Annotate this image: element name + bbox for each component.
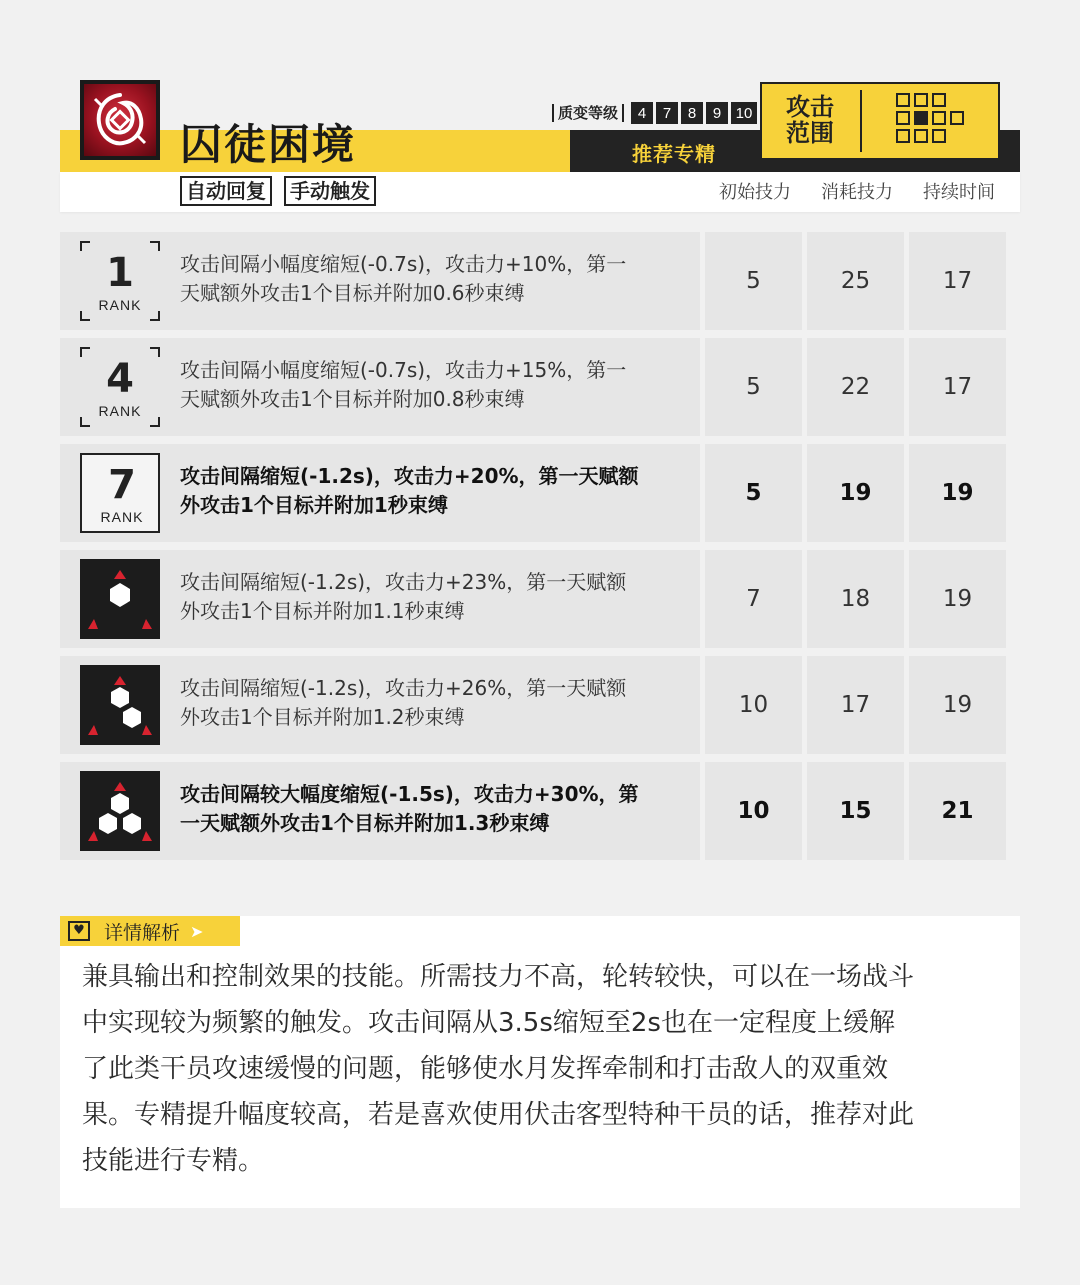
table-row bbox=[60, 232, 1020, 330]
initial-sp-value: 5 bbox=[705, 338, 802, 436]
operator-position-icon bbox=[914, 111, 928, 125]
analysis-text bbox=[82, 954, 1012, 1184]
mastery-1-icon bbox=[80, 559, 160, 639]
analysis-line: 技能进行专精。 bbox=[82, 1146, 265, 1176]
analysis-line: 兼具输出和控制效果的技能。所需技力不高，轮转较快，可以在一场战斗 bbox=[82, 962, 915, 992]
heart-icon: ♥ bbox=[68, 921, 90, 941]
skill-description: 攻击间隔小幅度缩短(-0.7s)，攻击力+15%，第一 天赋额外攻击1个目标并附加0.8秒束缚 bbox=[180, 358, 627, 411]
rank-number: 7 bbox=[108, 462, 136, 508]
analysis-tag bbox=[60, 916, 240, 946]
attack-range-panel bbox=[760, 82, 1000, 160]
column-duration: 持续时间 bbox=[923, 182, 995, 203]
level-box: 7 bbox=[656, 102, 678, 124]
duration-value: 21 bbox=[909, 762, 1006, 860]
initial-sp-value: 5 bbox=[705, 444, 802, 542]
analysis-line: 果。专精提升幅度较高，若是喜欢使用伏击客型特种干员的话，推荐对此 bbox=[82, 1100, 915, 1130]
rank-number: 1 bbox=[106, 250, 134, 296]
arrow-right-icon: ➤ bbox=[190, 921, 204, 941]
sp-cost-value: 22 bbox=[807, 338, 904, 436]
mastery-2-icon bbox=[80, 665, 160, 745]
sp-cost-value: 19 bbox=[807, 444, 904, 542]
column-sp-cost: 消耗技力 bbox=[821, 182, 893, 203]
skill-description: 攻击间隔缩短(-1.2s)，攻击力+23%，第一天赋额 外攻击1个目标并附加1.1秒束缚 bbox=[180, 570, 627, 623]
rank-number: 4 bbox=[106, 356, 134, 402]
level-label: 质变等级 bbox=[552, 104, 624, 122]
duration-value: 17 bbox=[909, 338, 1006, 436]
skill-level-table bbox=[60, 232, 1020, 868]
initial-sp-value: 5 bbox=[705, 232, 802, 330]
level-box: 10 bbox=[731, 102, 757, 124]
rank-badge bbox=[80, 241, 160, 321]
initial-sp-value: 10 bbox=[705, 762, 802, 860]
skill-description: 攻击间隔小幅度缩短(-0.7s)，攻击力+10%，第一 天赋额外攻击1个目标并附加0.6秒束缚 bbox=[180, 252, 627, 305]
mastery-3-icon bbox=[80, 771, 160, 851]
skill-icon bbox=[80, 80, 160, 160]
range-title-line2: 范围 bbox=[786, 119, 834, 147]
rank-badge bbox=[80, 347, 160, 427]
table-row bbox=[60, 762, 1020, 860]
range-divider bbox=[860, 90, 862, 152]
skill-header bbox=[60, 80, 1020, 212]
analysis-line: 了此类干员攻速缓慢的问题，能够使水月发挥牵制和打击敌人的双重效 bbox=[82, 1054, 889, 1084]
sp-cost-value: 18 bbox=[807, 550, 904, 648]
mastery-level-indicator bbox=[552, 102, 757, 124]
skill-description: 攻击间隔缩短(-1.2s)，攻击力+26%，第一天赋额 外攻击1个目标并附加1.2秒束缚 bbox=[180, 676, 627, 729]
sp-cost-value: 25 bbox=[807, 232, 904, 330]
skill-description: 攻击间隔较大幅度缩短(-1.5s)，攻击力+30%，第 一天赋额外攻击1个目标并附加1.3秒束缚 bbox=[180, 782, 639, 835]
initial-sp-value: 10 bbox=[705, 656, 802, 754]
tag-trigger: 手动触发 bbox=[284, 176, 376, 206]
rank-label: RANK bbox=[98, 403, 142, 419]
analysis-panel bbox=[60, 916, 1020, 1208]
column-headers bbox=[704, 178, 1010, 204]
range-title bbox=[780, 94, 840, 146]
duration-value: 19 bbox=[909, 550, 1006, 648]
duration-value: 17 bbox=[909, 232, 1006, 330]
rank-badge bbox=[80, 453, 160, 533]
recommend-mastery-label: 推荐专精 bbox=[632, 142, 716, 166]
sp-cost-value: 15 bbox=[807, 762, 904, 860]
duration-value: 19 bbox=[909, 656, 1006, 754]
level-box: 8 bbox=[681, 102, 703, 124]
range-title-line1: 攻击 bbox=[786, 93, 834, 121]
duration-value: 19 bbox=[909, 444, 1006, 542]
table-row bbox=[60, 338, 1020, 436]
table-row bbox=[60, 656, 1020, 754]
analysis-label: 详情解析 bbox=[104, 921, 181, 944]
analysis-line: 中实现较为频繁的触发。攻击间隔从3.5s缩短至2s也在一定程度上缓解 bbox=[82, 1008, 895, 1038]
skill-name: 囚徒困境 bbox=[180, 120, 357, 169]
rank-label: RANK bbox=[100, 509, 144, 525]
column-initial-sp: 初始技力 bbox=[719, 182, 791, 203]
skill-tags bbox=[180, 176, 376, 206]
sp-cost-value: 17 bbox=[807, 656, 904, 754]
tag-sp-recovery: 自动回复 bbox=[180, 176, 272, 206]
table-row bbox=[60, 550, 1020, 648]
initial-sp-value: 7 bbox=[705, 550, 802, 648]
skill-description: 攻击间隔缩短(-1.2s)，攻击力+20%，第一天赋额 外攻击1个目标并附加1秒束缚 bbox=[180, 464, 639, 517]
level-box: 9 bbox=[706, 102, 728, 124]
level-box: 4 bbox=[631, 102, 653, 124]
rank-label: RANK bbox=[98, 297, 142, 313]
table-row bbox=[60, 444, 1020, 542]
